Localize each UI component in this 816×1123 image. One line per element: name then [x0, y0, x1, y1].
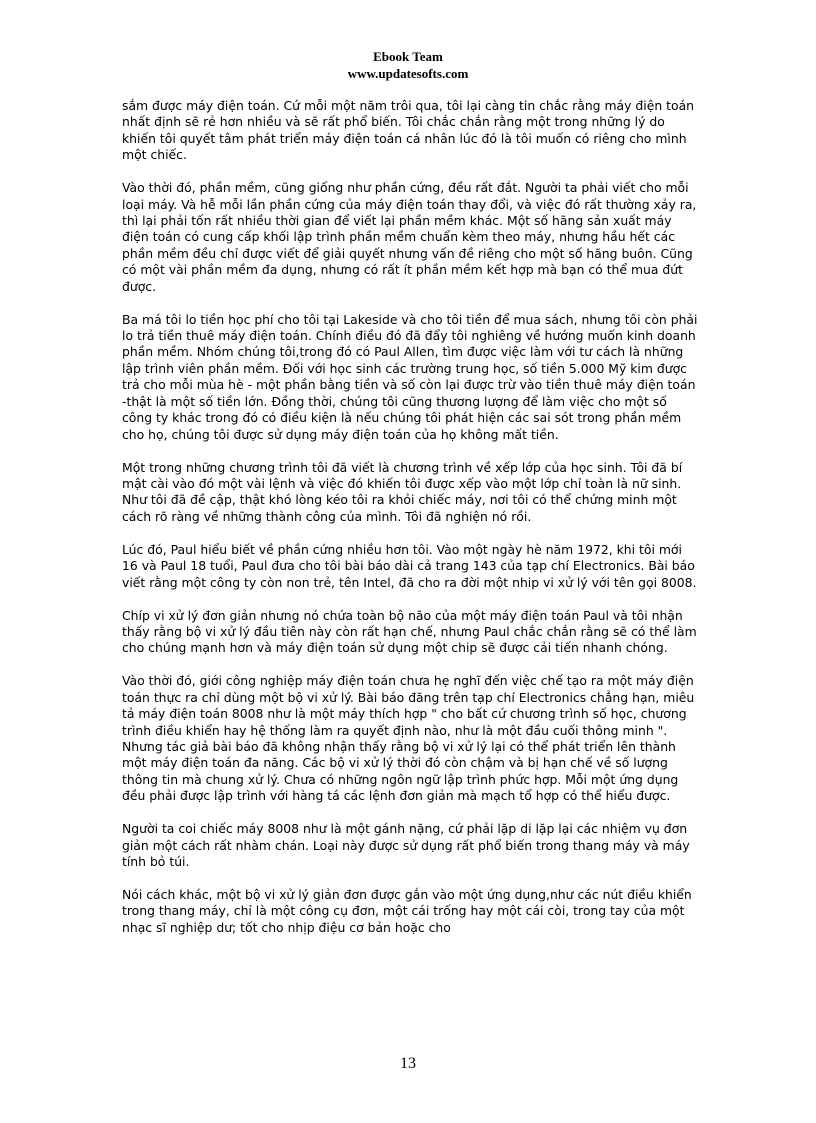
page-number: 13: [400, 1055, 416, 1072]
paragraph: Vào thời đó, giới công nghiệp máy điện toán chưa hẹ nghĩ đến việc chế tạo ra một máy điện toán thực ra chỉ dùng một bộ vi xử lý. Bài báo đăng trên tạp chí Electronics chẳng hạn, miêu tả máy điện toán 8008 như là một máy thích hợp " cho bất cứ chương trình số học, chương trình điều khiển hay hệ thống làm ra quyết định nào, như là một đầu cuối thông minh ". Nhưng tác giả bài báo đã không nhận thấy rằng bộ vi xử lý lại có thể phát triển lên thành một máy điện toán đa năng. Các bộ vi xử lý thời đó còn chậm và bị hạn chế về số lượng thông tin mà chung xử lý. Chưa có những ngôn ngữ lập trình phức hợp. Mỗi một ứng dụng đều phải được lập trình với hàng tá các lệnh đơn giản mà mạch tổ hợp có thể hiểu được.: [122, 673, 695, 804]
page-body: [122, 98, 700, 953]
paragraph: Lúc đó, Paul hiểu biết về phần cứng nhiều hơn tôi. Vào một ngày hè năm 1972, khi tôi mới 16 và Paul 18 tuổi, Paul đưa cho tôi bài báo dài cả trang 143 của tạp chí Electronics. Bài báo viết rằng một công ty còn non trẻ, tên Intel, đã cho ra đời một nhip vi xử lý với tên gọi 8008.: [122, 541, 697, 590]
paragraph: Vào thời đó, phần mềm, cũng giống như phần cứng, đều rất đắt. Người ta phải viết cho mỗi loại máy. Và hễ mỗi lần phần cứng của máy điện toán thay đổi, và việc đó rất thường xảy ra, thì lại phải tốn rất nhiều thời gian để viết lại phần mềm khác. Một số hãng sản xuất máy điện toán có cung cấp khối lập trình phần mềm chuẩn kèm theo máy, nhưng hầu hết các phần mềm đều chỉ được viết để giải quyết nhưng vấn đề riêng cho một số hãng buôn. Cũng có một vài phần mềm đa dụng, nhưng có rất ít phần mềm kết hợp mà bạn có thể mua đứt được.: [122, 180, 697, 294]
header-team: Ebook Team: [373, 49, 443, 64]
header-url: www.updatesofts.com: [347, 66, 469, 81]
paragraph: Nói cách khác, một bộ vi xử lý giản đơn được gắn vào một ứng dụng,như các nút điều khiển trong thang máy, chỉ là một công cụ đơn, một cái trống hay một cái còi, trong tay của một nhạc sĩ nghiệp dư; tốt cho nhịp điệu cơ bản hoặc cho: [122, 887, 692, 935]
paragraph: Ba má tôi lo tiền học phí cho tôi tại Lakeside và cho tôi tiền để mua sách, nhưng tôi còn phải lo trả tiền thuê máy điện toán. Chính điều đó đã đẩy tôi nghiêng về hướng muốn kinh doanh phần mềm. Nhóm chúng tôi,trong đó có Paul Allen, tìm được việc làm với tư cách là những lập trình viên phần mềm. Đối với học sinh các trường trung học, số tiền 5.000 Mỹ kim được trả cho mỗi mùa hè - một phần bằng tiền và số còn lại được trừ vào tiền thuê máy điện toán -thật là một số tiền lớn. Đồng thời, chúng tôi cũng thương lượng để làm việc cho một số công ty khác trong đó có điều kiện là nếu chúng tôi phát hiện các sai sót trong phần mềm cho họ, chúng tôi được sử dụng máy điện toán của họ không mất tiền.: [122, 311, 698, 442]
paragraph: Chíp vi xử lý đơn giản nhưng nó chứa toàn bộ não của một máy điện toán Paul và tôi nhận thấy rằng bộ vi xử lý đầu tiên này còn rất hạn chế, nhưng Paul chắc chắn rằng sẽ có thể làm cho chúng mạnh hơn và máy điện toán sử dụng một chip sẽ được cải tiến nhanh chóng.: [122, 607, 697, 656]
paragraph: sắm được máy điện toán. Cứ mỗi một năm trôi qua, tôi lại càng tin chắc rằng máy điện toán nhất định sẽ rẻ hơn nhiều và sẽ rất phổ biến. Tôi chắc chắn rằng một trong những lý do khiến tôi quyết tâm phát triển máy điện toán cá nhân lúc đó là tôi muốn có riêng cho mình một chiếc.: [122, 98, 695, 163]
paragraph: Người ta coi chiếc máy 8008 như là một gánh nặng, cứ phải lặp di lặp lại các nhiệm vụ đơn giản một cách rất nhàm chán. Loại này được sử dụng rất phổ biến trong thang máy và máy tính bỏ túi.: [122, 821, 690, 869]
paragraph: Một trong những chương trình tôi đã viết là chương trình về xếp lớp của học sinh. Tôi đã bí mật cài vào đó một vài lệnh và việc đó khiến tôi được xếp vào một lớp chỉ toàn là nữ sinh. Như tôi đã đề cập, thật khó lòng kéo tôi ra khỏi chiếc máy, nơi tôi có thể chứng minh một cách rõ ràng về những thành công của mình. Tôi đã nghiện nó rồi.: [122, 459, 683, 524]
